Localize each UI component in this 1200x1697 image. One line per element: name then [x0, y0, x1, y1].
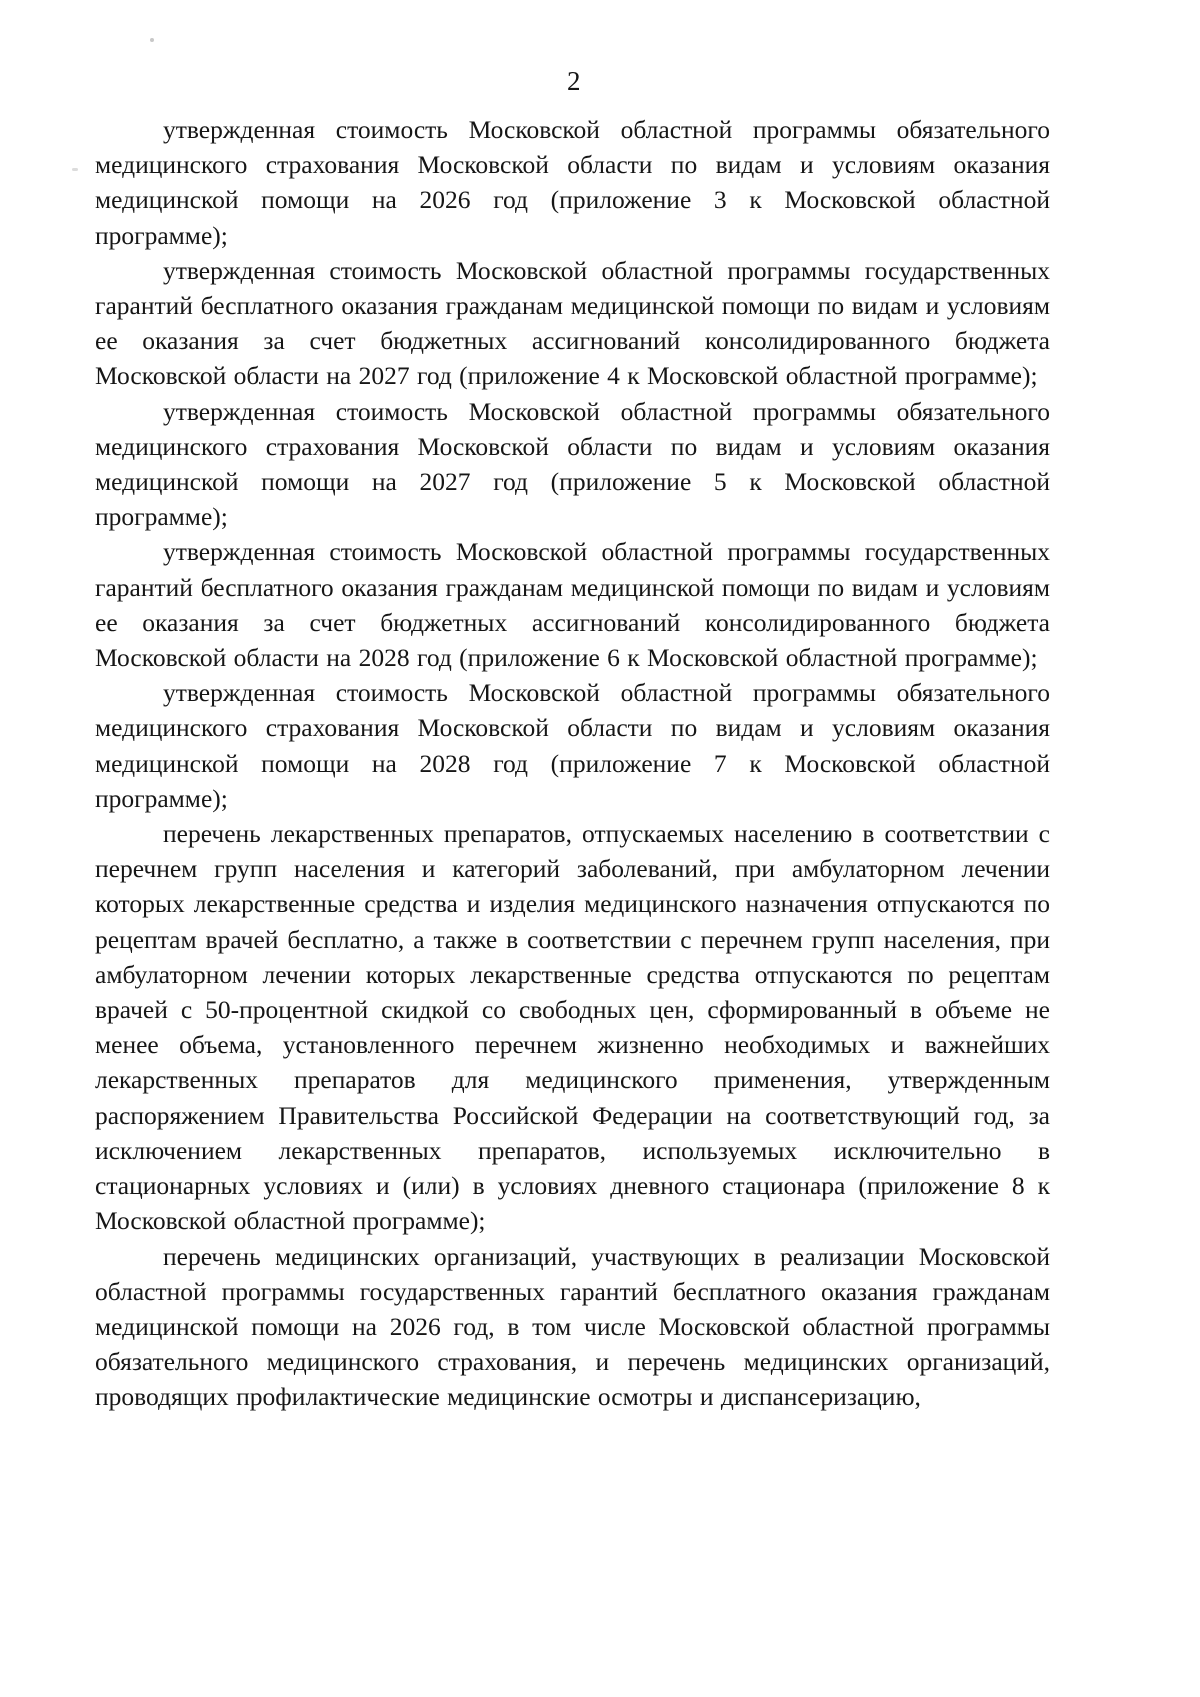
page-number: 2 — [567, 66, 581, 96]
paragraph-approved-cost-oms-2028: утвержденная стоимость Московской областной программы обязательного медицинского страхования Московской области по видам и условиям оказания медицинской помощи на 2028 год (приложение 7 к Московской областной программе); — [95, 678, 1050, 813]
paragraph-medical-organizations-list: перечень медицинских организаций, участвующих в реализации Московской областной программы государственных гарантий бесплатного оказания гражданам медицинской помощи на 2026 год, в том числе Московской областной программы обязательного медицинского страхования, и перечень медицинских организаций, проводящих профилактические медицинские осмотры и диспансеризацию, — [95, 1241, 1050, 1412]
paragraph-approved-cost-oms-2027: утвержденная стоимость Московской областной программы обязательного медицинского страхования Московской области по видам и условиям оказания медицинской помощи на 2027 год (приложение 5 к Московской областной программе); — [95, 396, 1050, 532]
paragraph-medicines-list: перечень лекарственных препаратов, отпускаемых населению в соответствии с перечнем групп населения и категорий заболеваний, при амбулаторном лечении которых лекарственные средства и изделия медицинского назначения отпускаются по рецептам врачей бесплатно, а также в соответствии с перечнем групп населения, при амбулаторном лечении которых лекарственные средства отпускаются по рецептам врачей с 50-процентной скидкой со свободных цен, сформированный в объеме не менее объема, установленного перечнем жизненно необходимых и важнейших лекарственных препаратов для медицинского применения, утвержденным распоряжением Правительства Российской Федерации на соответствующий год, за исключением лекарственных препаратов, используемых исключительно в стационарных условиях и (или) в условиях дневного стационара (приложение 8 к Московской областной программе); — [95, 819, 1050, 1236]
paragraph-approved-cost-guarantees-2027: утвержденная стоимость Московской областной программы государственных гарантий бесплатного оказания гражданам медицинской помощи по видам и условиям ее оказания за счет бюджетных ассигнований консолидированного бюджета Московской области на 2027 год (приложение 4 к Московской областной программе); — [95, 255, 1050, 391]
document-body — [95, 112, 1050, 1415]
scan-speck — [72, 168, 78, 171]
scan-speck — [150, 38, 154, 42]
paragraph-approved-cost-guarantees-2028: утвержденная стоимость Московской областной программы государственных гарантий бесплатного оказания гражданам медицинской помощи по видам и условиям ее оказания за счет бюджетных ассигнований консолидированного бюджета Московской области на 2028 год (приложение 6 к Московской областной программе); — [95, 537, 1050, 673]
paragraph-approved-cost-oms-2026: утвержденная стоимость Московской областной программы обязательного медицинского страхования Московской области по видам и условиям оказания медицинской помощи на 2026 год (приложение 3 к Московской областной программе); — [95, 115, 1050, 250]
